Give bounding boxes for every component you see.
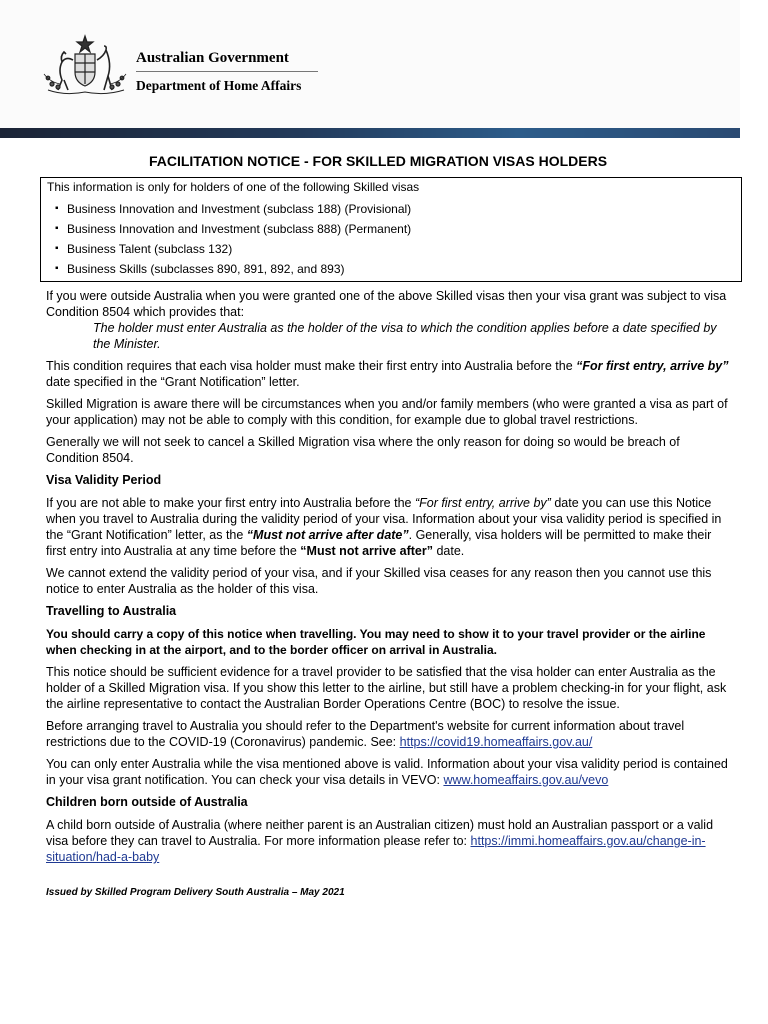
visa-box-intro: This information is only for holders of one of the following Skilled visas bbox=[47, 180, 420, 194]
letterhead bbox=[0, 0, 740, 128]
had-a-baby-link[interactable]: https://immi.homeaffairs.gov.au/change-in-situation/had-a-baby bbox=[46, 834, 706, 864]
paragraph-circumstances: Skilled Migration is aware there will be circumstances when you and/or family members (who were granted a visa as part of your application) may not be able to comply with this condition, for example due to global travel restrictions. bbox=[46, 397, 728, 427]
visa-list bbox=[41, 199, 741, 279]
heading-visa-validity: Visa Validity Period bbox=[46, 473, 162, 487]
document-body bbox=[46, 150, 730, 898]
list-item: ▪ Business Talent (subclass 132) bbox=[55, 239, 741, 259]
paragraph-validity bbox=[46, 495, 730, 559]
header-divider bbox=[136, 71, 318, 72]
paragraph-vevo bbox=[46, 756, 730, 788]
header-band bbox=[0, 128, 740, 138]
paragraph-text: date. bbox=[432, 544, 465, 558]
government-name: Australian Government bbox=[136, 50, 289, 66]
paragraph-cancellation: Generally we will not seek to cancel a Skilled Migration visa where the only reason for doing so would be breach of Condition 8504. bbox=[46, 435, 680, 465]
paragraph-text: date specified in the “Grant Notification” letter. bbox=[46, 375, 300, 389]
issued-by-note: Issued by Skilled Program Delivery South Australia – May 2021 bbox=[46, 887, 345, 898]
page-title: FACILITATION NOTICE - FOR SKILLED MIGRATION VISAS HOLDERS bbox=[148, 153, 608, 169]
paragraph-condition-intro: If you were outside Australia when you were granted one of the above Skilled visas then your visa grant was subject to visa Condition 8504 which provides that: bbox=[46, 289, 727, 319]
paragraph-text: Before arranging travel to Australia you should refer to the Department's website for current information about travel restrictions due to the COVID-19 (Coronavirus) pandemic. See: bbox=[46, 719, 685, 749]
heading-travelling: Travelling to Australia bbox=[46, 604, 177, 618]
paragraph-carry-notice: You should carry a copy of this notice when travelling. You may need to show it to your travel provider or the airline when checking in at the airport, and to the border officer on arrival in Australia. bbox=[46, 627, 706, 657]
department-name: Department of Home Affairs bbox=[136, 78, 302, 93]
paragraph-text: You can only enter Australia while the visa mentioned above is valid. Information about your visa validity period is contained in your visa grant notification. You can check your visa details in VEVO: bbox=[46, 757, 728, 787]
paragraph-children bbox=[46, 817, 730, 865]
must-not-arrive-phrase: “Must not arrive after date” bbox=[246, 528, 409, 542]
eligible-visas-box bbox=[40, 177, 742, 282]
paragraph-text: . Generally, visa holders will be permitted to make their first entry into Australia at any time before the bbox=[46, 528, 712, 558]
must-not-arrive-phrase: “Must not arrive after” bbox=[300, 544, 433, 558]
list-item: ▪ Business Innovation and Investment (subclass 888) (Permanent) bbox=[55, 219, 741, 239]
paragraph-covid bbox=[46, 718, 730, 750]
vevo-link[interactable]: www.homeaffairs.gov.au/vevo bbox=[443, 773, 609, 787]
coat-of-arms-icon bbox=[40, 34, 130, 100]
paragraph-text: A child born outside of Australia (where neither parent is an Australian citizen) must hold an Australian passport or a valid visa before they can travel to Australia. For more information please refer to: bbox=[46, 818, 714, 848]
paragraph-first-entry bbox=[46, 358, 730, 390]
list-item: ▪ Business Innovation and Investment (subclass 188) (Provisional) bbox=[55, 199, 741, 219]
condition-quote: The holder must enter Australia as the holder of the visa to which the condition applies before a date specified by the Minister. bbox=[93, 321, 717, 351]
paragraph-text: This condition requires that each visa holder must make their first entry into Australia before the bbox=[46, 359, 577, 373]
first-entry-phrase: “For first entry, arrive by” bbox=[576, 359, 729, 373]
paragraph-text: If you are not able to make your first entry into Australia before the bbox=[46, 496, 415, 510]
paragraph-extension: We cannot extend the validity period of your visa, and if your Skilled visa ceases for any reason then you cannot use this notice to enter Australia as the holder of this visa. bbox=[46, 566, 712, 596]
first-entry-phrase: “For first entry, arrive by” bbox=[414, 496, 551, 510]
paragraph-text: date you can use this Notice when you travel to Australia during the validity period of your visa. Information about your visa validity period is specified in the “Grant Notification” letter, as the bbox=[46, 496, 722, 542]
covid-link[interactable]: https://covid19.homeaffairs.gov.au/ bbox=[399, 735, 593, 749]
list-item: ▪ Business Skills (subclasses 890, 891, 892, and 893) bbox=[55, 259, 741, 279]
heading-children: Children born outside of Australia bbox=[46, 795, 248, 809]
paragraph-evidence: This notice should be sufficient evidence for a travel provider to be satisfied that the visa holder can enter Australia as the holder of a Skilled Migration visa. If you show this letter to the airline, but still have a problem checking-in for your flight, ask the airline representative to contact the Australian Border Operations Centre (BOC) to resolve the issue. bbox=[46, 665, 727, 711]
